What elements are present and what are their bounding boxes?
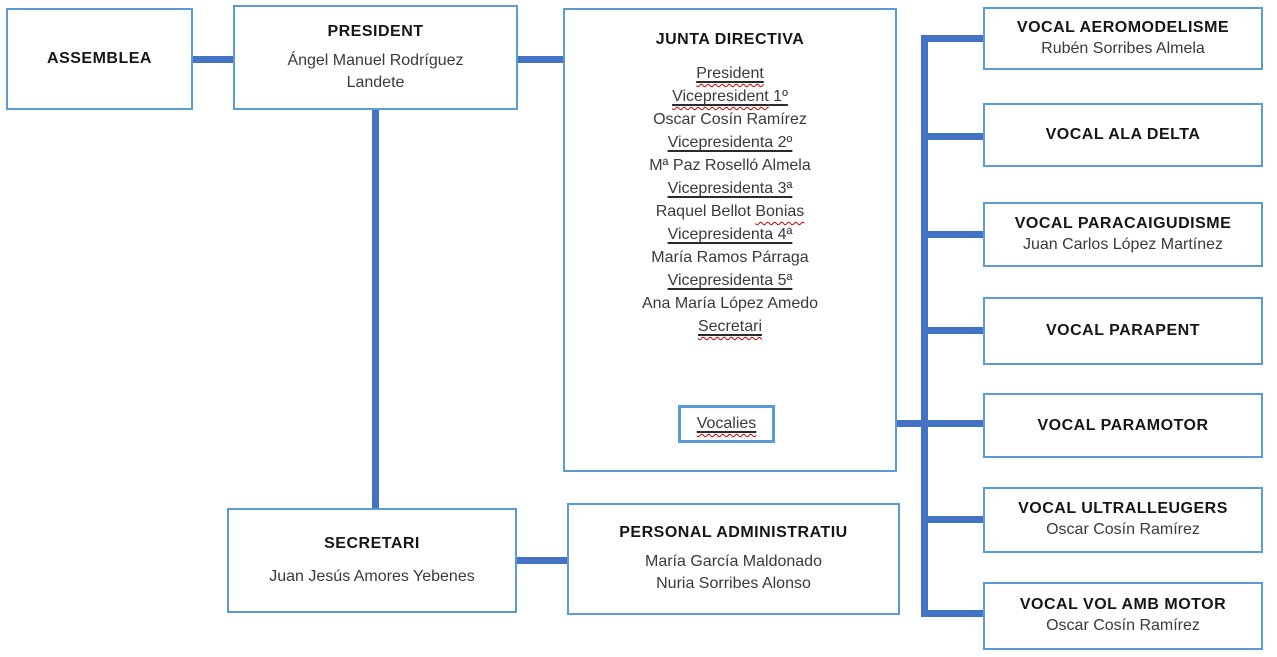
connector-president-secretari: [372, 110, 379, 508]
vocal-title: VOCAL PARAPENT: [1046, 322, 1200, 339]
personal-name: María García Maldonado: [645, 553, 822, 570]
org-box-vocal-parapent: [983, 297, 1263, 365]
org-box-vocal-aeromodelisme: [983, 7, 1263, 70]
junta-list-item: Secretari: [697, 318, 762, 335]
connector-stub-vol-amb-motor: [928, 610, 983, 617]
org-box-vocal-paramotor: [983, 393, 1263, 458]
junta-list-item: María Ramos Párraga: [651, 249, 809, 266]
personal-name: Nuria Sorribes Alonso: [656, 575, 811, 592]
junta-list-item: Vicepresidenta 2º: [667, 134, 793, 151]
org-box-president: [233, 5, 518, 110]
secretari-title: SECRETARI: [324, 534, 420, 552]
vocal-title: VOCAL VOL AMB MOTOR: [1019, 596, 1227, 613]
org-box-assemblea: [6, 8, 193, 110]
junta-title: JUNTA DIRECTIVA: [655, 31, 805, 48]
connector-secretari-personal: [517, 557, 567, 564]
junta-list-item: Mª Paz Roselló Almela: [649, 157, 811, 174]
junta-list-item: Ana María López Amedo: [641, 295, 819, 312]
org-box-junta-directiva: [563, 8, 897, 472]
connector-stub-ala-delta: [928, 133, 983, 140]
junta-list-item: Vicepresidenta 5ª: [667, 272, 793, 289]
connector-stub-parapent: [928, 327, 983, 334]
org-box-vocal-paracaigudisme: [983, 202, 1263, 267]
junta-list-item: Oscar Cosín Ramírez: [653, 111, 807, 128]
personal-title: PERSONAL ADMINISTRATIU: [619, 524, 848, 541]
vocal-name: Rubén Sorribes Almela: [1041, 39, 1205, 57]
vocalies-label: Vocalies: [696, 415, 757, 432]
org-box-personal-administratiu: [567, 503, 900, 615]
connector-stub-aeromodelisme: [928, 35, 983, 42]
secretari-name: Juan Jesús Amores Yebenes: [269, 567, 475, 585]
vocal-title: VOCAL PARAMOTOR: [1037, 416, 1209, 434]
president-name: Ángel Manuel Rodríguez Landete: [287, 51, 464, 91]
vocal-title: VOCAL ALA DELTA: [1045, 126, 1201, 143]
org-box-vocal-ala-delta: [983, 103, 1263, 167]
connector-president-junta: [518, 56, 563, 63]
assemblea-title: ASSEMBLEA: [47, 50, 152, 67]
junta-list-item: Raquel Bellot Bonias: [655, 203, 805, 220]
org-box-vocal-ultralleugers: [983, 487, 1263, 553]
connector-stub-ultralleugers: [928, 516, 983, 523]
junta-list-item: President: [696, 65, 764, 82]
org-box-vocal-vol-amb-motor: [983, 582, 1263, 650]
org-box-secretari: [227, 508, 517, 613]
connector-stub-paracaigudisme: [928, 231, 983, 238]
vocal-title: VOCAL PARACAIGUDISME: [1014, 214, 1232, 232]
connector-vocals-spine: [921, 35, 928, 617]
org-box-vocalies: [678, 405, 775, 443]
junta-list-item: Vicepresidenta 4ª: [667, 226, 793, 243]
vocalies-label-underline: [697, 415, 757, 433]
vocal-title: VOCAL AEROMODELISME: [1016, 18, 1230, 36]
vocal-name: Oscar Cosín Ramírez: [1046, 521, 1200, 538]
vocal-title: VOCAL ULTRALLEUGERS: [1018, 500, 1228, 517]
president-title: PRESIDENT: [327, 22, 424, 40]
junta-list-item: Vicepresident 1º: [672, 88, 788, 105]
junta-list-item: Vicepresidenta 3ª: [667, 180, 793, 197]
vocal-name: Oscar Cosín Ramírez: [1046, 617, 1200, 634]
vocal-name: Juan Carlos López Martínez: [1022, 235, 1224, 253]
junta-list: [642, 62, 818, 338]
connector-assemblea-president: [193, 56, 233, 63]
